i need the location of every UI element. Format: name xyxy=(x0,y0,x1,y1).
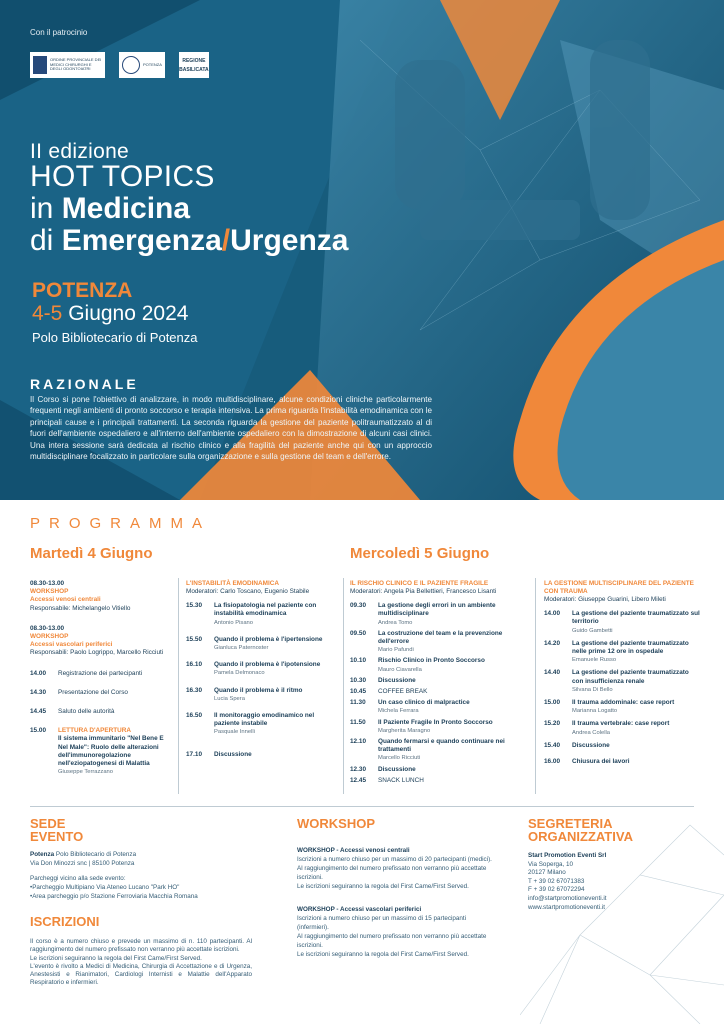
list-item: 15.30 La fisiopatologia nel paziente con instabilità emodinamica Antonio Pisano xyxy=(186,602,317,626)
session-rischio-clinico: IL RISCHIO CLINICO E IL PAZIENTE FRAGILE Moderatori: Angela Pia Bellettieri, Francesco Lisanti 09.30 La gestione degli errori in un ambiente multidisciplinare Andrea Tomo 09.50 La costruzione del team e la prevenzione dell'errore Mario Pafundi 10.10 Rischio Clinico in Pronto Soccorso Mauro Ciavarella 10.30 Discussione 10.45 COFFEE BREAK 11.30 Un caso clinico di malpractice Michela Ferrara 11.50 Il Paziente Fragile In Pronto Soccorso Margherita Maragno 12.10 Quando fermarsi e quando continuare nei trattamenti Marcello Ricciuti 12.30 Discussione 12.45 SNACK LUNCH xyxy=(350,580,530,788)
divider xyxy=(535,578,536,794)
list-item: 14.00 La gestione del paziente traumatizzato sul territorio Guido Gambetti xyxy=(544,610,700,634)
regione-basilicata-logo: REGIONE BASILICATA xyxy=(179,52,209,78)
potenza-logo: POTENZA xyxy=(119,52,165,78)
sede-heading: SEDE EVENTO xyxy=(30,816,84,844)
list-item: 14.30 Presentazione del Corso xyxy=(30,688,128,696)
workshop-1: 08.30-13.00 WORKSHOP Accessi venosi centrali Responsabile: Michelangelo Vitiello xyxy=(30,580,131,612)
list-item: 10.30 Discussione xyxy=(350,676,416,684)
list-item: 16.00 Chiusura dei lavori xyxy=(544,758,630,766)
day2-heading: Mercoledì 5 Giugno xyxy=(350,545,490,562)
event-city: POTENZA xyxy=(32,279,133,302)
list-item: 14.00 Registrazione dei partecipanti xyxy=(30,669,143,677)
event-date: 4-5 Giugno 2024 xyxy=(32,302,189,325)
list-item: 16.10 Quando il problema è l'ipotensione Pamela Delmonaco xyxy=(186,661,321,677)
network-graphic xyxy=(520,815,724,1024)
list-item: 09.30 La gestione degli errori in un ambiente multidisciplinare Andrea Tomo xyxy=(350,602,496,626)
session-instabilita: L'INSTABILITÀ EMODINAMICA Moderatori: Carlo Toscano, Eugenio Stabile 15.30 La fisiopatologia nel paziente con instabilità emodinamica Antonio Pisano 15.50 Quando il problema è l'ipertensione Gianluca Paternoster 16.10 Quando il problema è l'ipotensione Pamela Delmonaco 16.30 Quando il problema è il ritmo Lucia Spera 16.50 Il monitoraggio emodinamico nel paziente instabile Pasquale Innelli 17.10 Discussione xyxy=(186,580,334,766)
title-line-2: in Medicina xyxy=(30,192,191,225)
list-item: 11.50 Il Paziente Fragile In Pronto Soccorso Margherita Maragno xyxy=(350,718,493,734)
patronage-logos xyxy=(30,52,209,78)
event-venue: Polo Bibliotecario di Potenza xyxy=(32,330,198,345)
divider xyxy=(343,578,344,794)
section-divider xyxy=(30,806,694,807)
workshop-2: 08.30-13.00 WORKSHOP Accessi vascolari periferici Responsabili: Paolo Logrippo, Marcello Ricciuti xyxy=(30,624,164,657)
lettura-apertura: 15.00 LETTURA D'APERTURA Il sistema immunitario "Nel Bene E Nel Male": Ruolo delle alterazioni dell'immunoregolazione nell'eziopatogenesi di Malattia Giuseppe Terrazzano xyxy=(30,727,164,776)
iscrizioni-info: Il corso è a numero chiuso e prevede un massimo di n. 110 partecipanti. Al raggiungimento del numero prefissato non verranno più accettate iscrizioni. Le iscrizioni seguiranno la regola del First Came/First Served. L'evento è rivolto a Medici di Medicina, Chirurgia di Accettazione e di Urgenza, Anestesisti e Rianimatori, Cardiologi Internisti e Malattie dell'Apparato Respiratorio e infermieri. xyxy=(30,938,252,987)
razionale-heading: RAZIONALE xyxy=(30,376,139,392)
list-item: 10.45 COFFEE BREAK xyxy=(350,688,428,696)
segreteria-heading: SEGRETERIA ORGANIZZATIVA xyxy=(528,816,633,844)
list-item: 14.45 Saluto delle autorità xyxy=(30,708,115,716)
title-line-3: di Emergenza/Urgenza xyxy=(30,224,349,257)
list-item: 15.00 Il trauma addominale: case report Marianna Logatto xyxy=(544,699,675,715)
workshop-heading: WORKSHOP xyxy=(297,816,375,831)
session-trauma: LA GESTIONE MULTISCIPLINARE DEL PAZIENTE CON TRAUMA Moderatori: Giuseppe Guarini, Libero Mileti 14.00 La gestione del paziente traumatizzato sul territorio Guido Gambetti 14.20 La gestione del paziente traumatizzato nelle prime 12 ore in ospedale Emanuele Russo 14.40 La gestione del paziente traumatizzato con insufficienza renale Silvana Di Bello 15.00 Il trauma addominale: case report Marianna Logatto 15.20 Il trauma vertebrale: case report Andrea Colella 15.40 Discussione 16.00 Chiusura dei lavori xyxy=(544,580,700,766)
patronage-label: Con il patrocinio xyxy=(30,28,88,37)
list-item: 17.10 Discussione xyxy=(186,750,252,758)
title-line-1: HOT TOPICS xyxy=(30,160,215,193)
list-item: 12.10 Quando fermarsi e quando continuare nei trattamenti Marcello Ricciuti xyxy=(350,738,505,762)
ordine-medici-logo: ORDINE PROVINCIALE DEI MEDICI CHIRURGHI E DEGLI ODONTOIATRI xyxy=(30,52,105,78)
list-item: 11.30 Un caso clinico di malpractice Michela Ferrara xyxy=(350,699,470,715)
day1-morning-column xyxy=(30,580,175,783)
sede-info: Potenza Polo Bibliotecario di Potenza Via Don Minozzi snc | 85100 Potenza Parcheggi vicino alla sede evento: •Parcheggio Multipiano Via Ateneo Lucano "Park HO" •Area parcheggio p/o Stazione Ferroviaria Macchia Romana xyxy=(30,851,198,900)
list-item: 15.20 Il trauma vertebrale: case report Andrea Colella xyxy=(544,720,670,736)
list-item: 14.20 La gestione del paziente traumatizzato nelle prime 12 ore in ospedale Emanuele Russo xyxy=(544,639,689,664)
hero-banner xyxy=(0,0,724,500)
segreteria-info: Start Promotion Eventi Srl Via Soperga, 10 20127 Milano T + 39 02 67071383 F + 39 02 67072294 info@startpromotioneventi.it www.startpromotioneventi.it xyxy=(528,852,607,911)
programma-heading: PROGRAMMA xyxy=(30,515,212,532)
list-item: 12.30 Discussione xyxy=(350,765,416,773)
divider xyxy=(178,578,179,794)
list-item: 14.40 La gestione del paziente traumatizzato con insufficienza renale Silvana Di Bello xyxy=(544,669,689,693)
list-item: 15.40 Discussione xyxy=(544,741,610,749)
day1-heading: Martedì 4 Giugno xyxy=(30,545,153,562)
list-item: 16.50 Il monitoraggio emodinamico nel paziente instabile Pasquale Innelli xyxy=(186,712,315,736)
iscrizioni-heading: ISCRIZIONI xyxy=(30,914,100,929)
workshop-info: WORKSHOP - Accessi venosi centrali Iscrizioni a numero chiuso per un massimo di 20 partecipanti (medici). Al raggiungimento del numero prefissato non verranno più accettate iscrizioni. Le iscrizioni seguiranno la regola del First Came/First Served. WORKSHOP - Accessi vascolari periferici Iscrizioni a numero chiuso per un massimo di 15 partecipanti (infermieri). Al raggiungimento del numero prefissato non verranno più accettate iscrizioni. Le iscrizioni seguiranno la regola del First Came/First Served. xyxy=(297,847,492,958)
edition-label: II edizione xyxy=(30,140,130,163)
razionale-text: Il Corso si pone l'obiettivo di analizzare, in modo multidisciplinare, alcune condizioni cliniche particolarmente frequenti negli ambienti di pronto soccorso e terapia intensiva. La prima riguarda l'instabilità emodinamica con le principali cause e i principali trattamenti. La seconda riguarda la gestione del paziente politraumatizzato al di fuori dell'ambiente ospedaliero e all'interno dell'ambiente ospedaliero con la dimostrazione di alcuni casi clinici. Una intera sessione sarà dedicata al rischio clinico e alla fragilità del paziente anche qui con un approccio multidisciplinare focalizzato in particolare sulla organizzazione e sulla gestione del team e dell'errore. xyxy=(30,395,432,462)
list-item: 15.50 Quando il problema è l'ipertensione Gianluca Paternoster xyxy=(186,635,323,652)
list-item: 10.10 Rischio Clinico in Pronto Soccorso Mauro Ciavarella xyxy=(350,657,485,673)
list-item: 16.30 Quando il problema è il ritmo Lucia Spera xyxy=(186,686,303,702)
list-item: 09.50 La costruzione del team e la prevenzione dell'errore Mario Pafundi xyxy=(350,629,503,654)
list-item: 12.45 SNACK LUNCH xyxy=(350,776,424,784)
